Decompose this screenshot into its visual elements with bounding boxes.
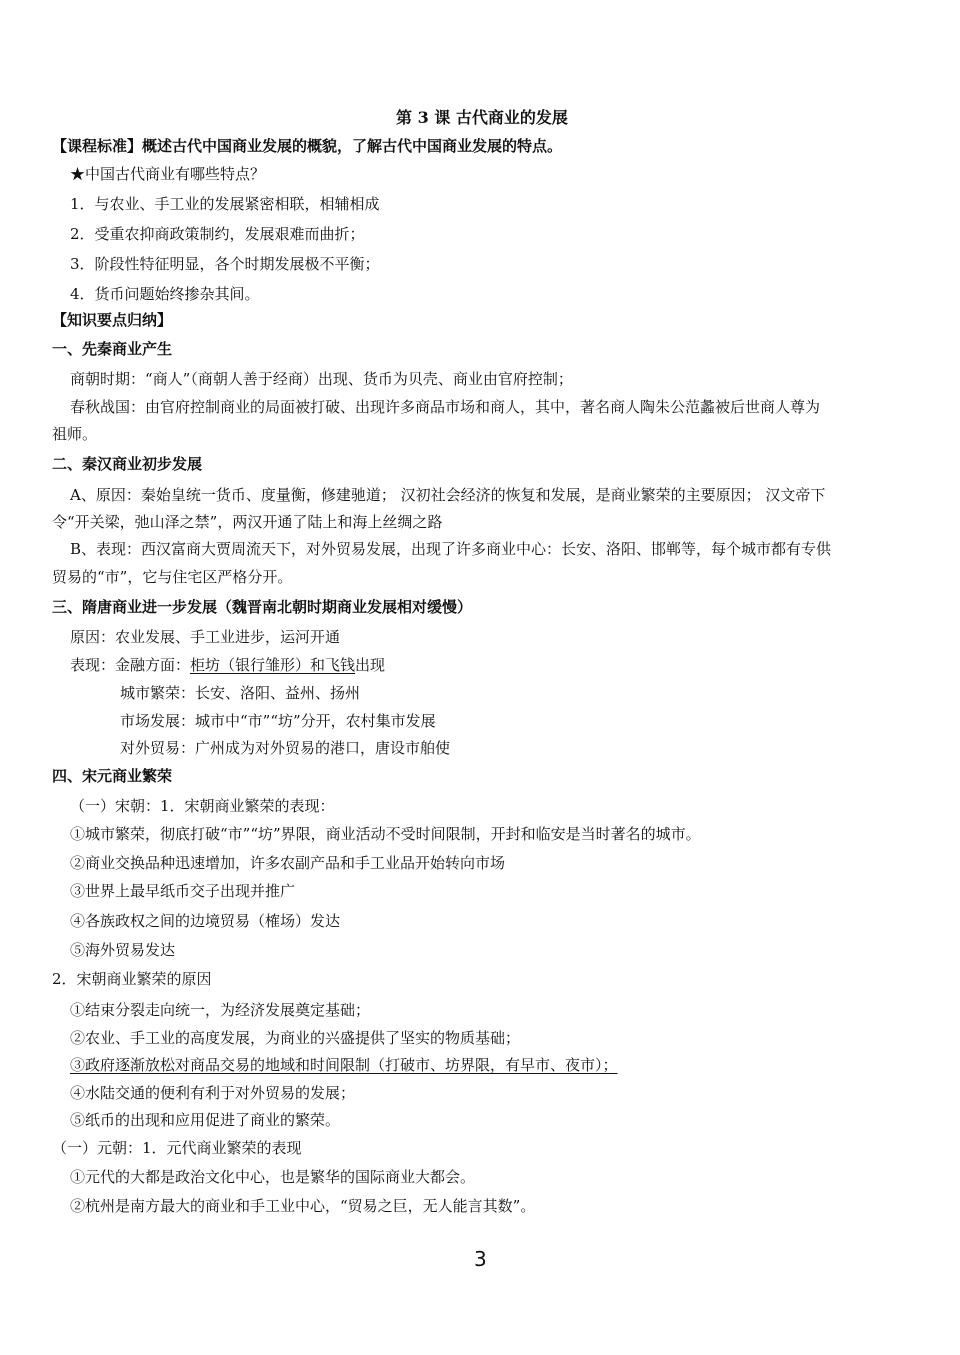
- finance-tail: 出现: [355, 656, 386, 674]
- list-item: ②商业交换品种迅速增加，许多农副产品和手工业品开始转向市场: [70, 854, 506, 872]
- section-heading: 一、先秦商业产生: [52, 340, 173, 358]
- standard-text: 概述古代中国商业发展的概貌，了解古代中国商业发展的特点。: [142, 137, 563, 155]
- section-heading: 三、隋唐商业进一步发展（魏晋南北朝时期商业发展相对缓慢）: [52, 598, 473, 616]
- list-item: ①元代的大都是政治文化中心，也是繁华的国际商业大都会。: [70, 1168, 476, 1186]
- paragraph-line: 对外贸易：广州成为对外贸易的港口，唐设市舶使: [120, 739, 451, 757]
- list-item: ④各族政权之间的边境贸易（榷场）发达: [70, 912, 341, 930]
- list-item: ③政府逐渐放松对商品交易的地域和时间限制（打破市、坊界限，有早市、夜市）；: [70, 1056, 618, 1074]
- list-item: ①结束分裂走向统一，为经济发展奠定基础；: [70, 1001, 371, 1019]
- list-item: ③世界上最早纸币交子出现并推广: [70, 882, 296, 900]
- section-heading: 二、秦汉商业初步发展: [52, 455, 203, 473]
- list-item: ②杭州是南方最大的商业和手工业中心，“贸易之巨，无人能言其数”。: [70, 1197, 536, 1215]
- paragraph-line: 贸易的“市”，它与住宅区严格分开。: [52, 568, 293, 586]
- paragraph-line: （一）宋朝：1．宋朝商业繁荣的表现：: [70, 797, 335, 815]
- paragraph-line: 原因：农业发展、手工业进步，运河开通: [70, 628, 341, 646]
- paragraph-line: （一）元朝：1．元代商业繁荣的表现: [52, 1139, 302, 1157]
- paragraph-line: A、原因：秦始皇统一货币、度量衡，修建驰道； 汉初社会经济的恢复和发展，是商业繁荣的主要原因； 汉文帝下: [70, 486, 826, 504]
- list-item: ②农业、手工业的高度发展，为商业的兴盛提供了坚实的物质基础；: [70, 1029, 521, 1047]
- finance-underlined: 柜坊（银行雏形）和飞钱: [190, 656, 356, 674]
- paragraph-line: 春秋战国：由官府控制商业的局面被打破、出现许多商品市场和商人，其中，著名商人陶朱公范蠡被后世商人尊为: [70, 398, 821, 416]
- paragraph-line: 祖师。: [52, 425, 98, 443]
- paragraph-line: 商朝时期：“商人”（商朝人善于经商）出现、货币为贝壳、商业由官府控制；: [70, 370, 573, 388]
- standard-label: 【课程标准】: [52, 137, 143, 155]
- paragraph-line: 市场发展：城市中“市”“坊”分开，农村集市发展: [120, 712, 436, 730]
- feature-item: 1．与农业、手工业的发展紧密相联，相辅相成: [70, 195, 380, 213]
- course-standard: [52, 137, 562, 155]
- section-heading: 四、宋元商业繁荣: [52, 767, 173, 785]
- list-item: ①城市繁荣，彻底打破“市”“坊”界限，商业活动不受时间限制，开封和临安是当时著名的城市。: [70, 825, 701, 843]
- features-question: ★中国古代商业有哪些特点？: [70, 165, 266, 183]
- paragraph-line: 2．宋朝商业繁荣的原因: [52, 970, 212, 988]
- knowledge-header: 【知识要点归纳】: [52, 311, 173, 329]
- page-title: 第 3 课 古代商业的发展: [396, 108, 568, 127]
- list-item: ⑤海外贸易发达: [70, 941, 176, 959]
- list-item: ④水陆交通的便利有利于对外贸易的发展；: [70, 1084, 356, 1102]
- paragraph-line: 令“开关梁，弛山泽之禁”，两汉开通了陆上和海上丝绸之路: [52, 513, 443, 531]
- finance-label: 表现：金融方面：: [70, 656, 191, 674]
- paragraph-line: 城市繁荣：长安、洛阳、益州、扬州: [120, 684, 361, 702]
- paragraph-line: [70, 656, 385, 674]
- paragraph-line: B、表现：西汉富商大贾周流天下，对外贸易发展，出现了许多商业中心：长安、洛阳、邯郸等，每个城市都有专供: [70, 540, 832, 558]
- page-number: 3: [474, 1247, 487, 1271]
- feature-item: 3．阶段性特征明显，各个时期发展极不平衡；: [70, 255, 380, 273]
- list-item: ⑤纸币的出现和应用促进了商业的繁荣。: [70, 1111, 341, 1129]
- feature-item: 2．受重农抑商政策制约，发展艰难而曲折；: [70, 225, 365, 243]
- feature-item: 4．货币问题始终掺杂其间。: [70, 285, 260, 303]
